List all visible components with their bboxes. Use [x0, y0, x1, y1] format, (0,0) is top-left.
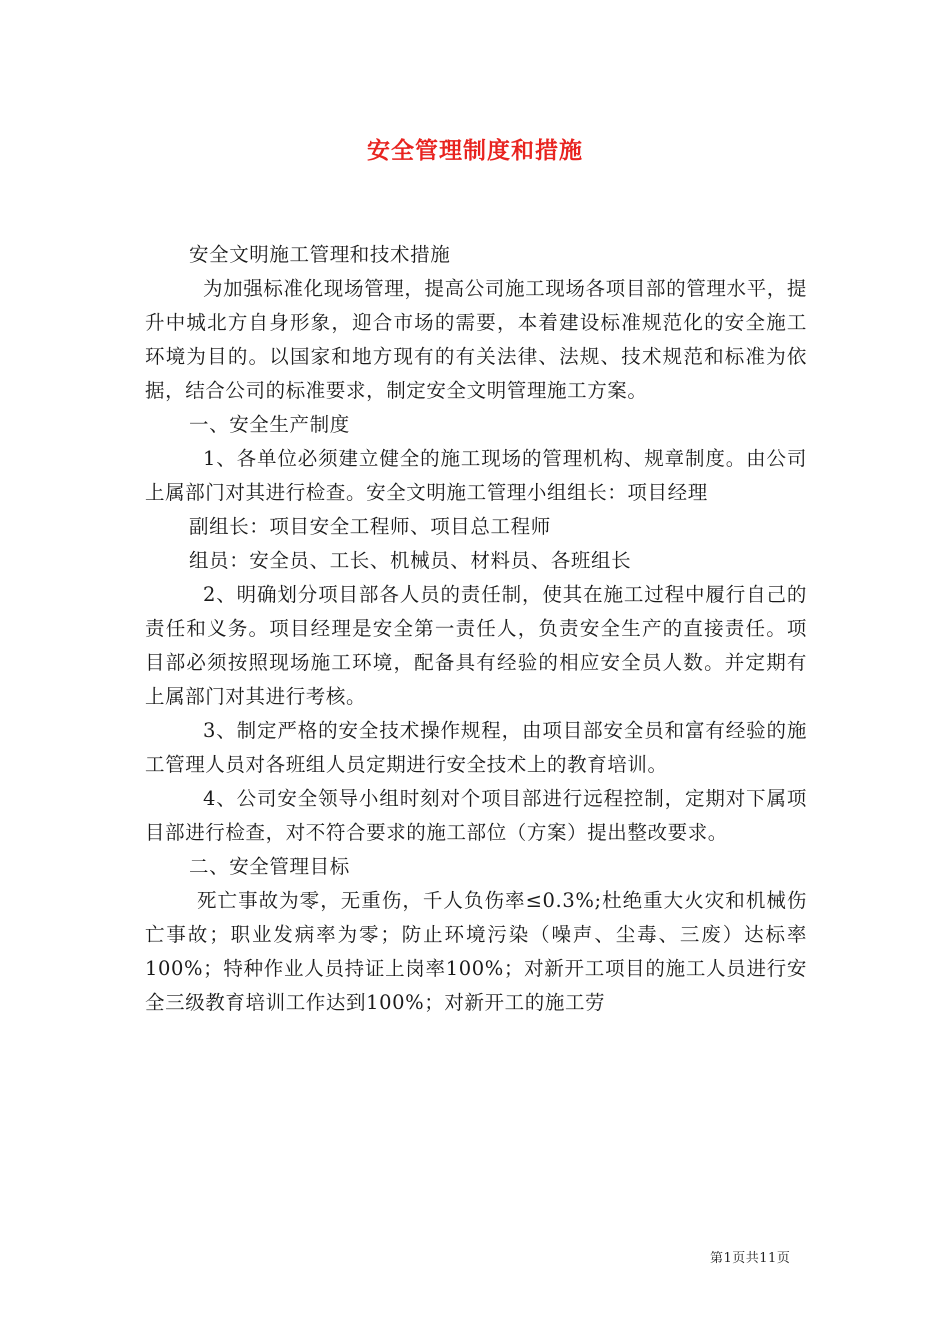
section-heading: 二、安全管理目标 — [189, 855, 350, 878]
document-body — [145, 238, 807, 1020]
paragraph: 副组长：项目安全工程师、项目总工程师 — [189, 515, 551, 538]
paragraph: 4、公司安全领导小组时刻对个项目部进行远程控制，定期对下属项目部进行检查，对不符合要求的施工部位（方案）提出整改要求。 — [145, 787, 807, 844]
section-heading: 一、安全生产制度 — [189, 413, 350, 436]
document-title: 安全管理制度和措施 — [367, 137, 583, 164]
page-number: 第1页共11页 — [710, 1251, 791, 1266]
section-heading: 安全文明施工管理和技术措施 — [189, 243, 451, 266]
paragraph: 组员：安全员、工长、机械员、材料员、各班组长 — [189, 549, 632, 572]
paragraph: 2、明确划分项目部各人员的责任制，使其在施工过程中履行自己的责任和义务。项目经理是安全第一责任人，负责安全生产的直接责任。项目部必须按照现场施工环境，配备具有经验的相应安全员人数。并定期有上属部门对其进行考核。 — [145, 583, 807, 708]
paragraph: 1、各单位必须建立健全的施工现场的管理机构、规章制度。由公司上属部门对其进行检查。安全文明施工管理小组组长：项目经理 — [145, 447, 807, 504]
paragraph: 为加强标准化现场管理，提高公司施工现场各项目部的管理水平，提升中城北方自身形象，迎合市场的需要，本着建设标准规范化的安全施工环境为目的。以国家和地方现有的有关法律、法规、技术规范和标准为依据，结合公司的标准要求，制定安全文明管理施工方案。 — [145, 277, 807, 402]
paragraph: 死亡事故为零，无重伤，千人负伤率≤0.3%;杜绝重大火灾和机械伤亡事故；职业发病率为零；防止环境污染（噪声、尘毒、三废）达标率100%；特种作业人员持证上岗率100%；对新开工项目的施工人员进行安全三级教育培训工作达到100%；对新开工的施工劳 — [145, 889, 807, 1014]
paragraph: 3、制定严格的安全技术操作规程，由项目部安全员和富有经验的施工管理人员对各班组人员定期进行安全技术上的教育培训。 — [145, 719, 807, 776]
